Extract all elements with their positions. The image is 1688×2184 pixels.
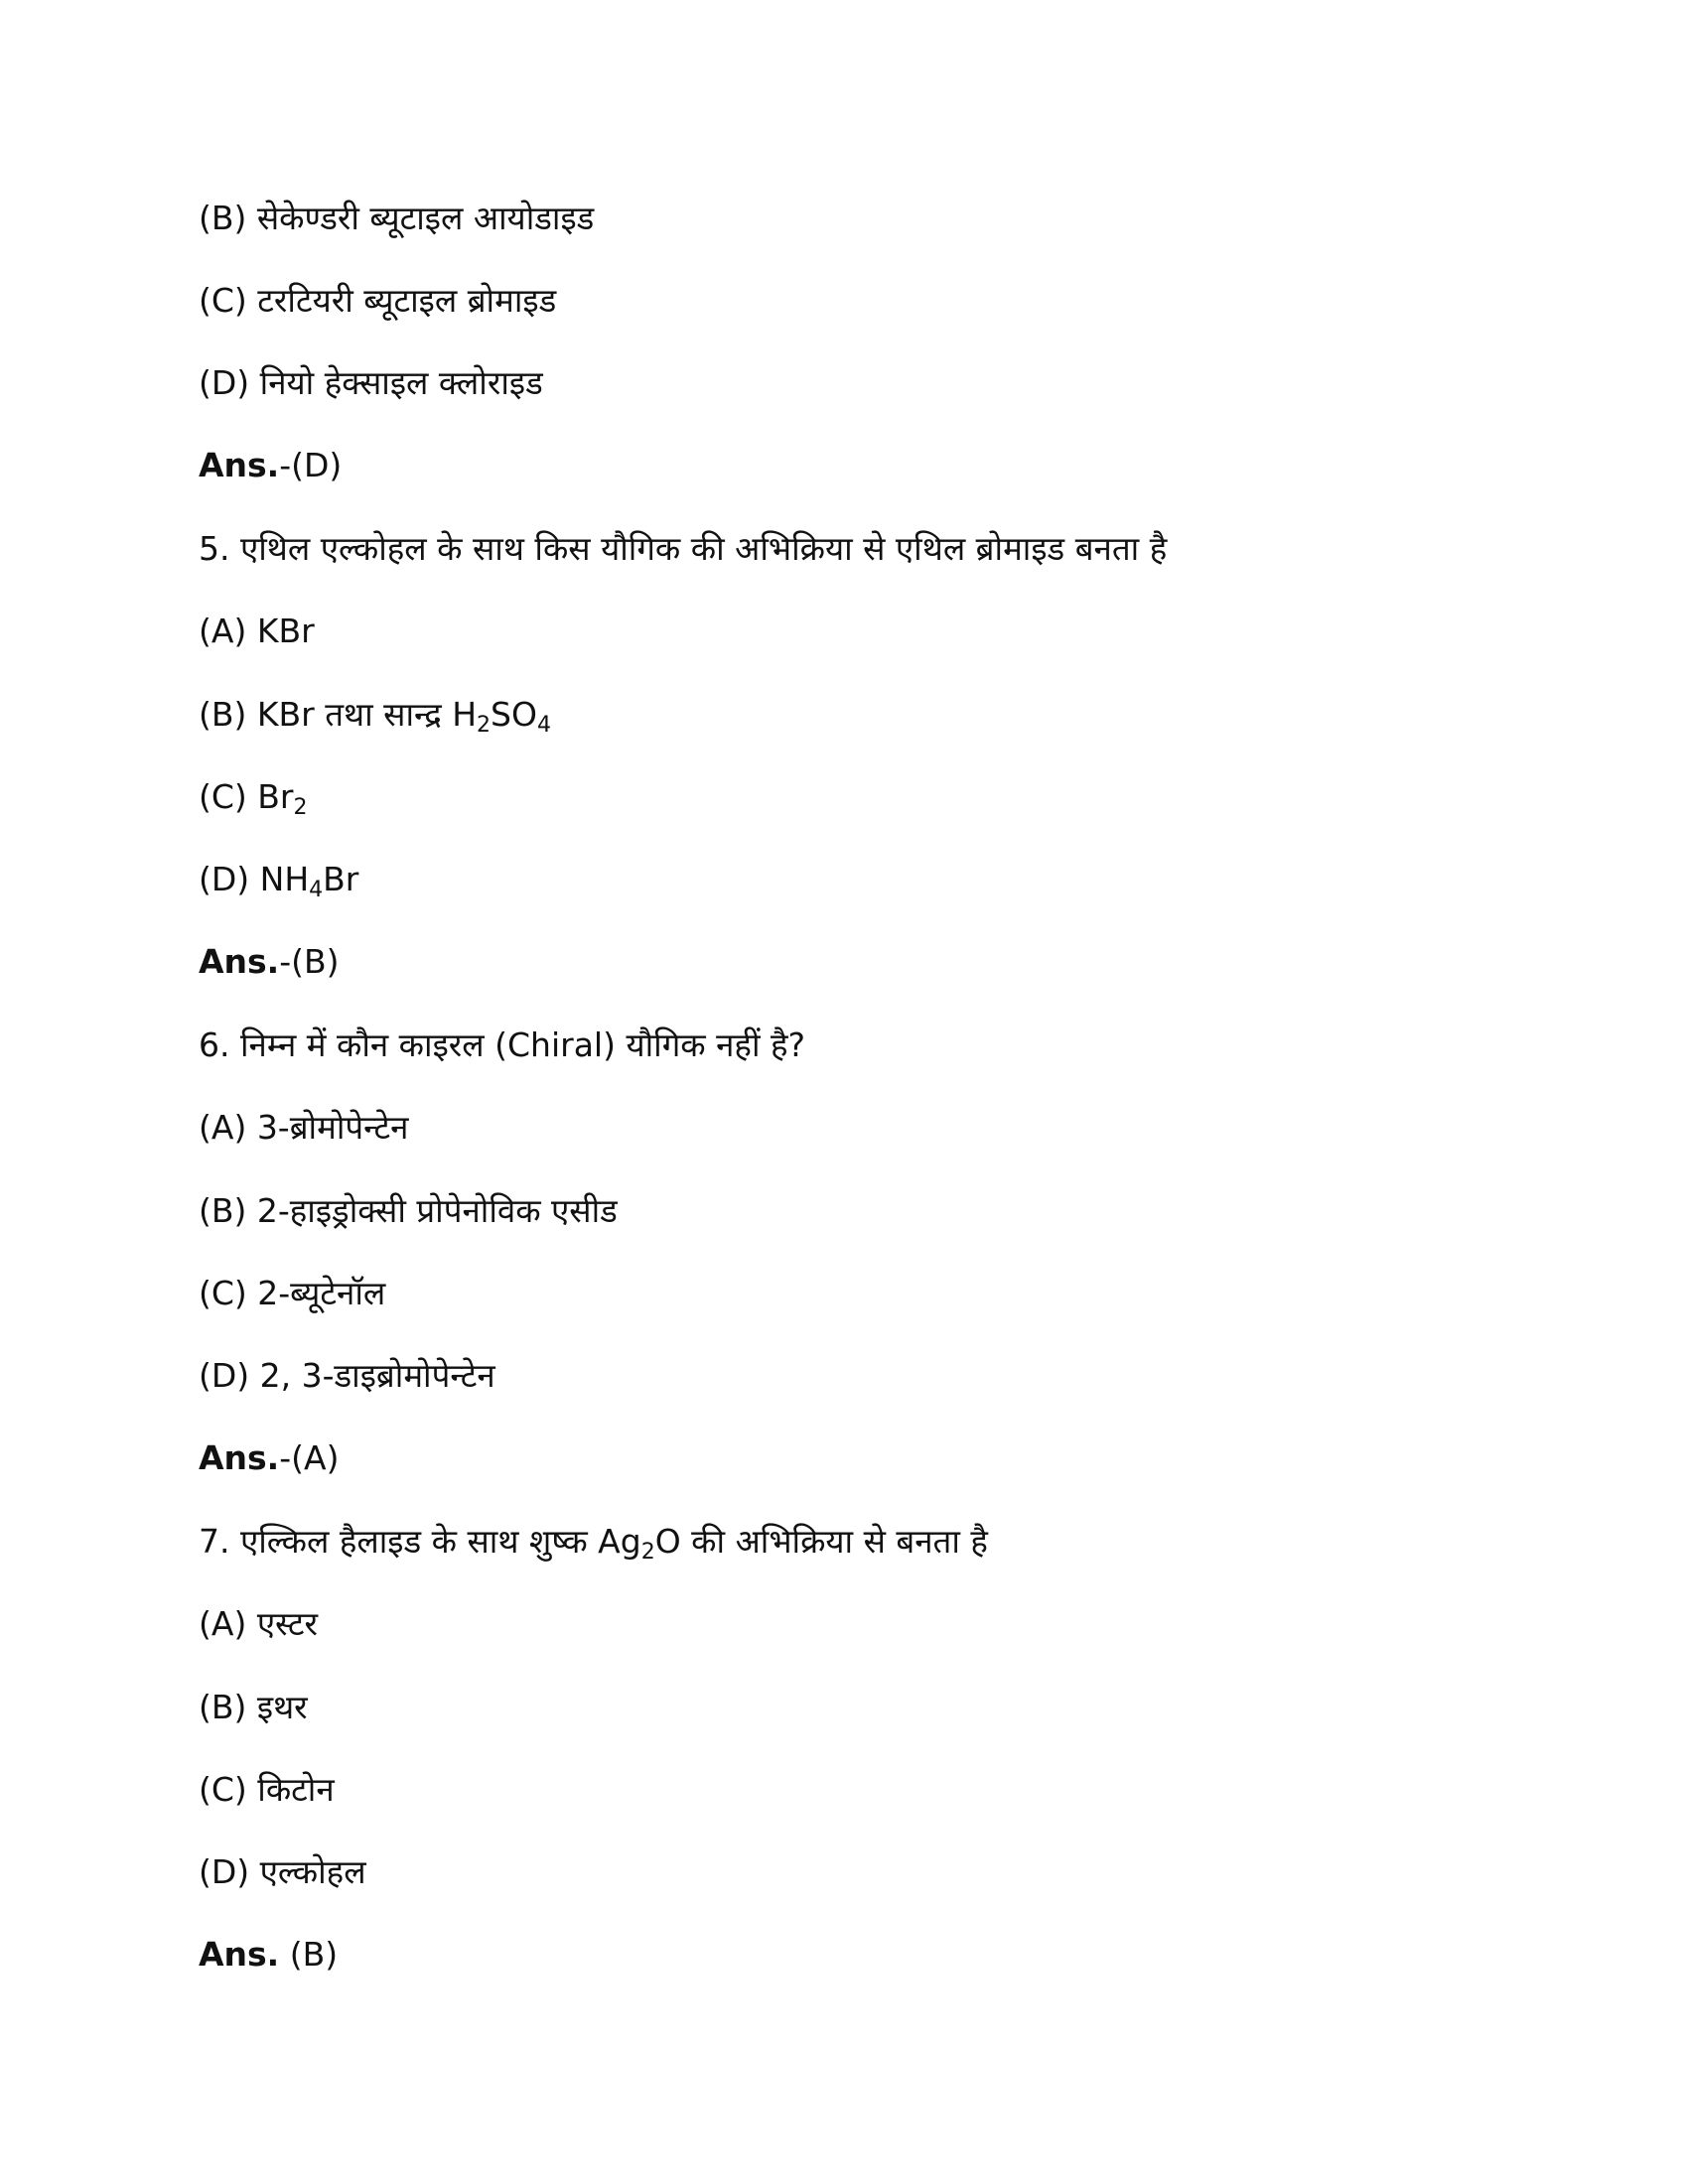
q4-option-c: (C) टरटियरी ब्यूटाइल ब्रोमाइड bbox=[199, 281, 557, 320]
q7-option-b: (B) इथर bbox=[199, 1688, 308, 1726]
q5-answer bbox=[199, 939, 340, 985]
q4-option-b: (B) सेकेण्डरी ब्यूटाइल आयोडाइड bbox=[199, 199, 595, 237]
answer-value: -(A) bbox=[279, 1438, 340, 1477]
q5-option-b-prefix: (B) KBr तथा सान्द्र H bbox=[199, 695, 478, 734]
q5-option-b-mid: SO bbox=[491, 695, 537, 734]
answer-label: Ans. bbox=[199, 1438, 280, 1477]
q5-option-d-suffix: Br bbox=[323, 860, 359, 898]
q5-option-d-prefix: (D) NH bbox=[199, 860, 310, 898]
answer-value: (B) bbox=[279, 1935, 339, 1974]
q6-option-c: (C) 2-ब्यूटेनॉल bbox=[199, 1274, 386, 1312]
q6-option-b: (B) 2-हाइड्रोक्सी प्रोपेनोविक एसीड bbox=[199, 1191, 618, 1230]
q5-option-c-prefix: (C) Br bbox=[199, 777, 294, 816]
subscript: 4 bbox=[309, 878, 324, 902]
q6-question: 6. निम्न में कौन काइरल (Chiral) यौगिक नहीं है? bbox=[199, 1025, 806, 1064]
q7-option-c: (C) किटोन bbox=[199, 1770, 335, 1809]
q5-option-a: (A) KBr bbox=[199, 612, 315, 650]
answer-value: -(B) bbox=[279, 942, 340, 981]
answer-label: Ans. bbox=[199, 942, 280, 981]
q5-option-d bbox=[199, 857, 358, 902]
subscript: 2 bbox=[640, 1540, 655, 1565]
q5-option-c bbox=[199, 774, 308, 820]
answer-label: Ans. bbox=[199, 446, 280, 484]
subscript: 4 bbox=[536, 713, 551, 738]
q7-question bbox=[199, 1519, 988, 1565]
subscript: 2 bbox=[293, 795, 308, 820]
subscript: 2 bbox=[477, 713, 492, 738]
q4-answer bbox=[199, 443, 342, 488]
answer-value: -(D) bbox=[279, 446, 343, 484]
q7-option-a: (A) एस्टर bbox=[199, 1604, 319, 1643]
q6-answer bbox=[199, 1435, 339, 1481]
q7-option-d: (D) एल्कोहल bbox=[199, 1852, 366, 1891]
q6-option-d: (D) 2, 3-डाइब्रोमोपेन्टेन bbox=[199, 1356, 495, 1395]
q7-answer bbox=[199, 1932, 338, 1978]
q5-question: 5. एथिल एल्कोहल के साथ किस यौगिक की अभिक्रिया से एथिल ब्रोमाइड बनता है bbox=[199, 529, 1168, 568]
q5-option-b bbox=[199, 692, 551, 738]
q6-option-a: (A) 3-ब्रोमोपेन्टेन bbox=[199, 1108, 409, 1147]
q7-question-suffix: O की अभिक्रिया से बनता है bbox=[654, 1522, 988, 1561]
q7-question-prefix: 7. एल्किल हैलाइड के साथ शुष्क Ag bbox=[199, 1522, 641, 1561]
q4-option-d: (D) नियो हेक्साइल क्लोराइड bbox=[199, 363, 543, 402]
answer-label: Ans. bbox=[199, 1935, 280, 1974]
